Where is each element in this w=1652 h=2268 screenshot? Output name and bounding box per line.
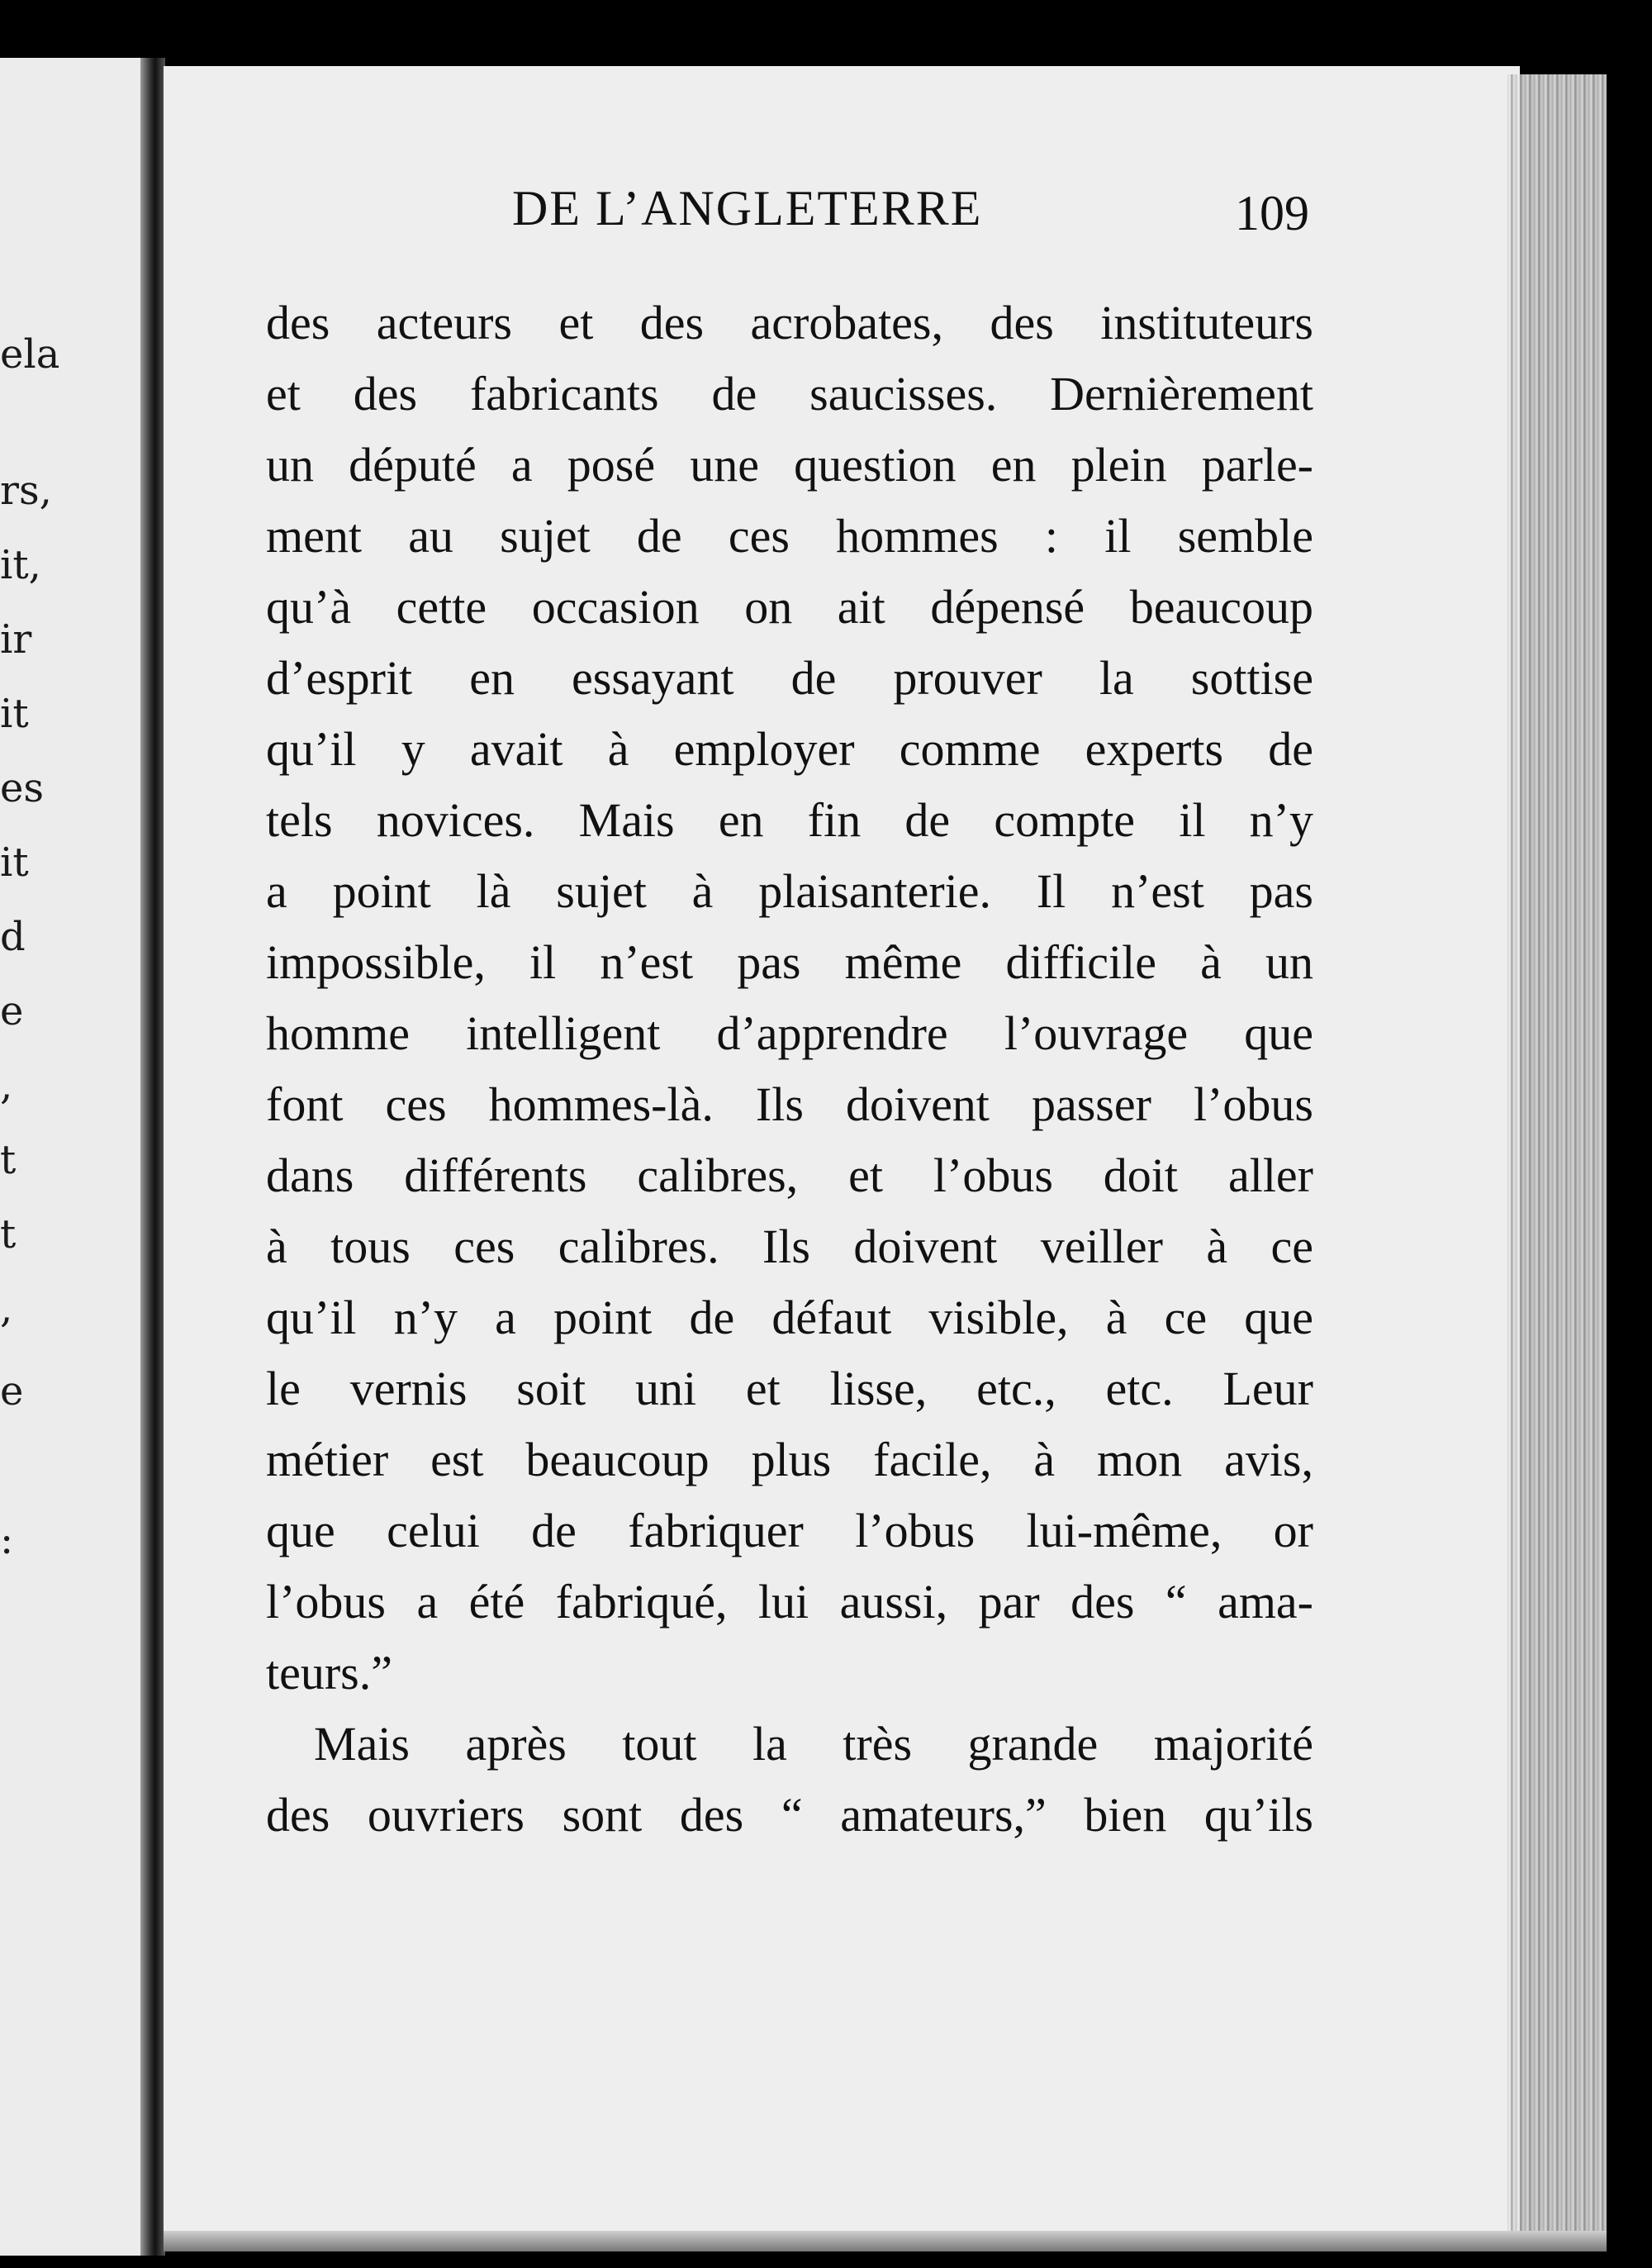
text-line: teurs.” xyxy=(266,1646,392,1700)
fragment-text: it xyxy=(0,691,29,737)
fragment-text: d xyxy=(0,914,26,960)
fragment-text: e xyxy=(0,988,24,1034)
previous-page-text-fragments xyxy=(0,58,153,2256)
text-line: ment au sujet de ces hommes : il semble xyxy=(266,509,1313,563)
text-line: qu’il y avait à employer comme experts de xyxy=(266,722,1313,776)
fragment-text: it xyxy=(0,839,29,886)
fragment-text: it, xyxy=(0,542,41,588)
text-line: métier est beaucoup plus facile, à mon avis, xyxy=(266,1433,1313,1486)
text-line: d’esprit en essayant de prouver la sottise xyxy=(266,651,1313,705)
page-bottom-edge xyxy=(164,2231,1607,2251)
text-line: font ces hommes-là. Ils doivent passer l’obus xyxy=(266,1077,1313,1131)
text-line: a point là sujet à plaisanterie. Il n’est pas xyxy=(266,864,1313,918)
text-line: l’obus a été fabriqué, lui aussi, par des “ ama- xyxy=(266,1575,1313,1628)
text-line: qu’il n’y a point de défaut visible, à ce que xyxy=(266,1291,1313,1344)
text-line: impossible, il n’est pas même difficile à un xyxy=(266,935,1313,989)
fragment-text: , xyxy=(0,1063,13,1109)
fragment-text: : xyxy=(0,1517,14,1563)
text-line: que celui de fabriquer l’obus lui-même, or xyxy=(266,1504,1313,1557)
text-line: Mais après tout la très grande majorité xyxy=(314,1717,1313,1771)
book-gutter xyxy=(140,58,165,2256)
fragment-text: t xyxy=(0,1137,17,1183)
page-stack-edge xyxy=(1507,74,1607,2239)
text-line: un député a posé une question en plein parle- xyxy=(266,438,1313,492)
fragment-text: es xyxy=(0,765,45,811)
text-line: et des fabricants de saucisses. Dernièrement xyxy=(266,367,1313,421)
running-head: DE L’ANGLETERRE xyxy=(512,181,983,235)
text-line: dans différents calibres, et l’obus doit aller xyxy=(266,1148,1313,1202)
text-line: tels novices. Mais en fin de compte il n’y xyxy=(266,793,1313,847)
text-line: des acteurs et des acrobates, des instituteurs xyxy=(266,296,1313,349)
fragment-text: t xyxy=(0,1211,17,1258)
text-line: des ouvriers sont des “ amateurs,” bien qu’ils xyxy=(266,1788,1313,1842)
fragment-text: ela xyxy=(0,331,60,378)
text-line: qu’à cette occasion on ait dépensé beaucoup xyxy=(266,580,1313,634)
text-line: à tous ces calibres. Ils doivent veiller à ce xyxy=(266,1220,1313,1273)
text-line: homme intelligent d’apprendre l’ouvrage que xyxy=(266,1006,1313,1060)
fragment-text: rs, xyxy=(0,468,52,514)
previous-page-edge xyxy=(0,58,155,2256)
body-text xyxy=(266,288,1313,1851)
page-number: 109 xyxy=(1235,186,1309,240)
fragment-text: , xyxy=(0,1286,13,1332)
fragment-text: e xyxy=(0,1368,24,1415)
text-line: le vernis soit uni et lisse, etc., etc. Leur xyxy=(266,1362,1313,1415)
fragment-text: ir xyxy=(0,616,32,663)
